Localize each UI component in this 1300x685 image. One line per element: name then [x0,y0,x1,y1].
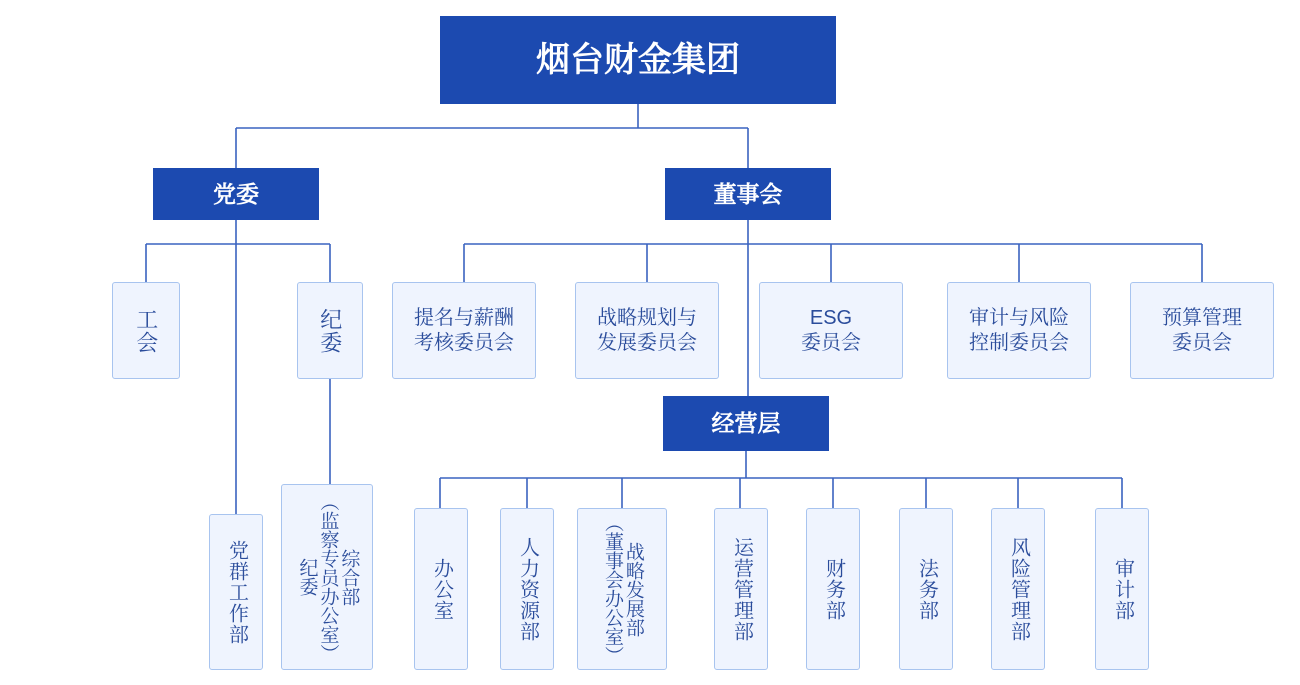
node-board-of-directors[interactable] [665,168,831,220]
node-committee-audit-risk-line2: 控制委员会 [969,331,1069,354]
node-general-office[interactable] [281,484,373,670]
node-party-committee[interactable] [153,168,319,220]
node-committee-nomination-compensation-line2: 考核委员会 [414,331,514,354]
node-committee-audit-risk-line1: 审计与风险 [969,306,1069,329]
node-general-office-col1: 综合部 [338,548,360,606]
node-party-committee-label: 党委 [213,180,259,207]
node-dept-human-resources[interactable] [500,508,554,670]
node-root[interactable] [440,16,836,104]
node-board-of-directors-label: 董事会 [713,180,783,207]
node-party-work-department[interactable] [209,514,263,670]
node-dept-audit[interactable] [1095,508,1149,670]
node-labor-union[interactable] [112,282,180,379]
node-discipline-committee[interactable] [297,282,363,379]
node-discipline-committee-label: 纪委 [317,307,343,354]
node-dept-operations-management-label: 运营管理部 [730,536,753,642]
node-dept-risk-management[interactable] [991,508,1045,670]
node-dept-audit-label: 审计部 [1111,557,1134,621]
node-dept-finance[interactable] [806,508,860,670]
node-committee-strategy-development-line1: 战略规划与 [597,306,697,329]
node-committee-budget-management[interactable] [1130,282,1274,379]
node-dept-legal-label: 法务部 [915,557,938,621]
node-dept-risk-management-label: 风险管理部 [1007,536,1030,642]
node-committee-audit-risk[interactable] [947,282,1091,379]
node-committee-budget-management-line2: 委员会 [1172,331,1232,354]
node-labor-union-label: 工会 [133,307,159,354]
node-committee-esg-line1: ESG [809,306,853,329]
node-management-layer-label: 经营层 [711,410,781,437]
node-dept-office-label: 办公室 [430,557,453,621]
node-committee-esg[interactable] [759,282,903,379]
node-committee-strategy-development[interactable] [575,282,719,379]
node-committee-budget-management-line1: 预算管理 [1162,306,1242,329]
node-committee-strategy-development-line2: 发展委员会 [597,331,697,354]
node-dept-strategy-development[interactable] [577,508,667,670]
node-dept-strategy-development-col2: （董事会办公室） [602,513,623,665]
node-dept-human-resources-label: 人力资源部 [516,536,539,642]
node-general-office-col2: （监察专员办公室） [317,491,339,663]
node-committee-nomination-compensation[interactable] [392,282,536,379]
node-dept-finance-label: 财务部 [822,557,845,621]
node-dept-operations-management[interactable] [714,508,768,670]
node-general-office-col3: 纪委 [296,558,318,596]
node-management-layer[interactable] [663,396,829,451]
node-dept-strategy-development-col1: 战略发展部 [622,541,644,637]
node-dept-legal[interactable] [899,508,953,670]
node-dept-office[interactable] [414,508,468,670]
node-party-work-department-label: 党群工作部 [225,539,248,645]
node-root-label: 烟台财金集团 [536,40,740,79]
node-committee-nomination-compensation-line1: 提名与薪酬 [414,306,514,329]
node-committee-esg-line2: 委员会 [801,331,861,354]
